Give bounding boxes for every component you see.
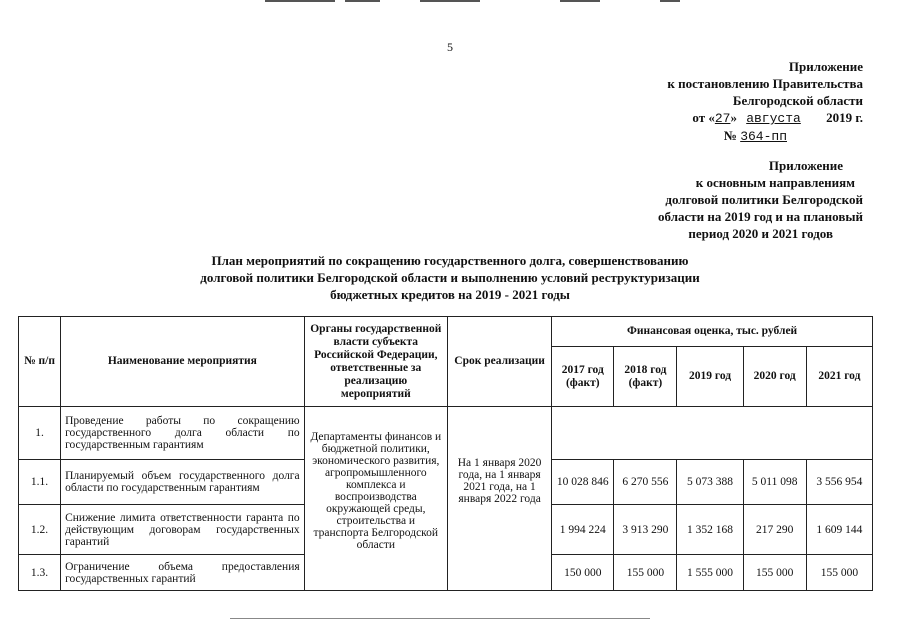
row-values-empty [552, 407, 873, 460]
row-num: 1.1. [19, 460, 61, 505]
row-num: 1.3. [19, 555, 61, 591]
row-name: Проведение работы по сокращению государственного долга области по государственным гарантиям [61, 407, 305, 460]
appendix-decree-date: от «27» августа 2019 г. [692, 110, 863, 126]
decree-number: 364-пп [740, 129, 787, 144]
header-2017: 2017 год (факт) [552, 347, 614, 407]
appendix-decree-line3: Белгородской области [732, 93, 863, 108]
date-day: 27 [714, 111, 731, 126]
row-name: Ограничение объема предоставления государственных гарантий [61, 555, 305, 591]
value-2018: 6 270 556 [614, 460, 677, 505]
row-num: 1. [19, 407, 61, 460]
scan-edge-line [420, 0, 480, 2]
header-2020: 2020 год [743, 347, 806, 407]
date-month: августа [746, 111, 801, 126]
header-2019: 2019 год [677, 347, 743, 407]
table-header-row [19, 317, 873, 347]
value-2020: 217 290 [743, 505, 806, 555]
appendix-directions-line3: долговой политики Белгородской [665, 192, 863, 207]
appendix-decree-number: № 364-пп [667, 127, 793, 145]
row-name: Снижение лимита ответственности гаранта по действующим договорам государственных гарантий [61, 505, 305, 555]
appendix-directions [658, 157, 863, 242]
appendix-directions-line4: области на 2019 год и на плановый [658, 209, 863, 224]
responsible-organs: Департаменты финансов и бюджетной политики, экономического развития, агропромышленного комплекса и воспроизводства окружающей среды, строительства и транспорта Белгородской области [304, 407, 447, 591]
appendix-directions-line5: период 2020 и 2021 годов [688, 226, 833, 241]
value-2018: 3 913 290 [614, 505, 677, 555]
value-2021: 3 556 954 [806, 460, 872, 505]
value-2021: 1 609 144 [806, 505, 872, 555]
value-2019: 1 352 168 [677, 505, 743, 555]
value-2019: 5 073 388 [677, 460, 743, 505]
value-2021: 155 000 [806, 555, 872, 591]
plan-table [18, 316, 873, 591]
page-number: 5 [447, 40, 453, 54]
value-2017: 1 994 224 [552, 505, 614, 555]
implementation-term: На 1 января 2020 года, на 1 января 2021 года, на 1 января 2022 года [447, 407, 551, 591]
scan-edge-line [660, 0, 680, 2]
appendix-directions-line2: к основным направлениям [695, 175, 855, 190]
scan-edge-line [560, 0, 600, 2]
value-2019: 1 555 000 [677, 555, 743, 591]
appendix-decree [667, 58, 863, 145]
value-2018: 155 000 [614, 555, 677, 591]
value-2020: 5 011 098 [743, 460, 806, 505]
header-name: Наименование мероприятия [61, 317, 305, 407]
value-2017: 150 000 [552, 555, 614, 591]
appendix-directions-line1: Приложение [768, 158, 843, 173]
value-2020: 155 000 [743, 555, 806, 591]
header-term: Срок реализации [447, 317, 551, 407]
row-num: 1.2. [19, 505, 61, 555]
table-row [19, 407, 873, 460]
plan-title: План мероприятий по сокращению государственного долга, совершенствованию долговой политики Белгородской области и выполнению условий реструктуризации бюджетных кредитов на 2019 - 2021 годы [200, 253, 700, 302]
value-2017: 10 028 846 [552, 460, 614, 505]
header-organs: Органы государственной власти субъекта Российской Федерации, ответственные за реализацию мероприятий [304, 317, 447, 407]
appendix-decree-line2: к постановлению Правительства [667, 76, 863, 91]
scan-edge-line [345, 0, 380, 2]
scan-edge-line [265, 0, 335, 2]
appendix-decree-line1: Приложение [788, 59, 863, 74]
scan-edge-line [230, 618, 650, 619]
header-2018: 2018 год (факт) [614, 347, 677, 407]
row-name: Планируемый объем государственного долга области по государственным гарантиям [61, 460, 305, 505]
header-num: № п/п [19, 317, 61, 407]
header-finance: Финансовая оценка, тыс. рублей [552, 317, 873, 347]
header-2021: 2021 год [806, 347, 872, 407]
